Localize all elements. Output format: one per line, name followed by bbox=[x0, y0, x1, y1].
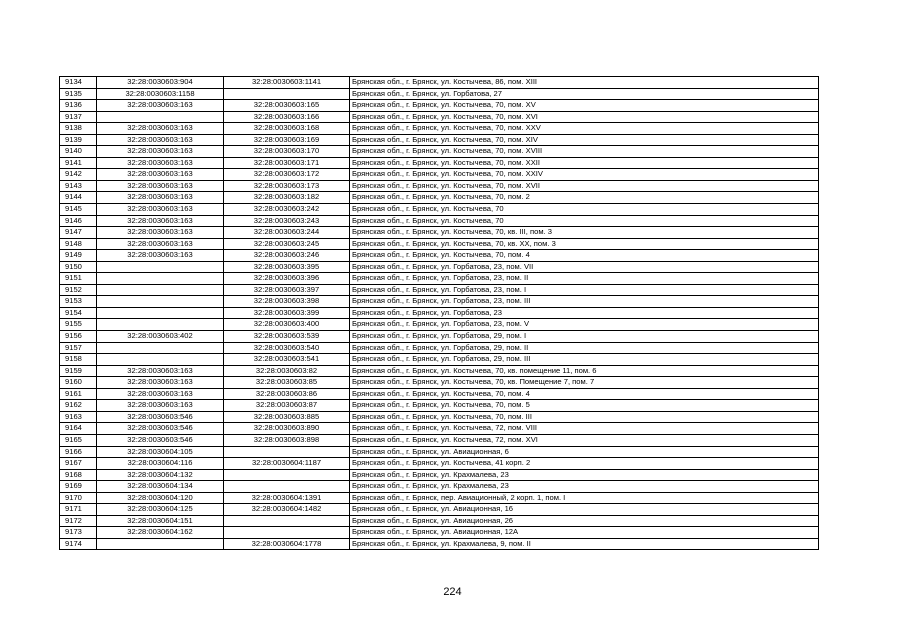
table-row bbox=[60, 250, 819, 262]
address-cell: Брянская обл., г. Брянск, ул. Костычева, 70, пом. XVII bbox=[350, 180, 819, 192]
cadastral-number-cell: 32:28:0030603:242 bbox=[224, 204, 350, 216]
row-number-cell: 9137 bbox=[60, 111, 97, 123]
parent-cadastral-cell: 32:28:0030603:402 bbox=[97, 331, 224, 343]
table-row bbox=[60, 204, 819, 216]
address-cell: Брянская обл., г. Брянск, ул. Горбатова, 23 bbox=[350, 307, 819, 319]
row-number-cell: 9143 bbox=[60, 180, 97, 192]
parent-cadastral-cell: 32:28:0030603:163 bbox=[97, 204, 224, 216]
parent-cadastral-cell: 32:28:0030604:151 bbox=[97, 515, 224, 527]
parent-cadastral-cell: 32:28:0030603:163 bbox=[97, 227, 224, 239]
row-number-cell: 9149 bbox=[60, 250, 97, 262]
table-row bbox=[60, 331, 819, 343]
row-number-cell: 9161 bbox=[60, 388, 97, 400]
address-cell: Брянская обл., г. Брянск, ул. Авиационная, 12А bbox=[350, 527, 819, 539]
parent-cadastral-cell bbox=[97, 284, 224, 296]
parent-cadastral-cell: 32:28:0030603:163 bbox=[97, 169, 224, 181]
parent-cadastral-cell: 32:28:0030603:163 bbox=[97, 123, 224, 135]
address-cell: Брянская обл., г. Брянск, ул. Горбатова, 23, пом. III bbox=[350, 296, 819, 308]
address-cell: Брянская обл., г. Брянск, ул. Костычева, 72, пом. XVI bbox=[350, 434, 819, 446]
address-cell: Брянская обл., г. Брянск, ул. Костычева, 72, пом. VIII bbox=[350, 423, 819, 435]
table-row bbox=[60, 238, 819, 250]
address-cell: Брянская обл., г. Брянск, ул. Горбатова, 29, пом. II bbox=[350, 342, 819, 354]
parent-cadastral-cell bbox=[97, 261, 224, 273]
table-row bbox=[60, 423, 819, 435]
cadastral-number-cell: 32:28:0030603:1141 bbox=[224, 77, 350, 89]
row-number-cell: 9170 bbox=[60, 492, 97, 504]
address-cell: Брянская обл., г. Брянск, ул. Авиационная, 16 bbox=[350, 504, 819, 516]
table-row bbox=[60, 538, 819, 550]
row-number-cell: 9159 bbox=[60, 365, 97, 377]
parent-cadastral-cell: 32:28:0030603:163 bbox=[97, 134, 224, 146]
row-number-cell: 9158 bbox=[60, 354, 97, 366]
table-row bbox=[60, 434, 819, 446]
address-cell: Брянская обл., г. Брянск, ул. Авиационная, 6 bbox=[350, 446, 819, 458]
cadastral-number-cell: 32:28:0030603:539 bbox=[224, 331, 350, 343]
cadastral-number-cell: 32:28:0030604:1482 bbox=[224, 504, 350, 516]
row-number-cell: 9164 bbox=[60, 423, 97, 435]
table-row bbox=[60, 481, 819, 493]
row-number-cell: 9150 bbox=[60, 261, 97, 273]
address-cell: Брянская обл., г. Брянск, ул. Горбатова, 29, пом. III bbox=[350, 354, 819, 366]
parent-cadastral-cell: 32:28:0030603:546 bbox=[97, 411, 224, 423]
address-cell: Брянская обл., г. Брянск, ул. Костычева, 70, кв. III, пом. 3 bbox=[350, 227, 819, 239]
parent-cadastral-cell: 32:28:0030603:163 bbox=[97, 400, 224, 412]
cadastral-number-cell: 32:28:0030603:82 bbox=[224, 365, 350, 377]
parent-cadastral-cell bbox=[97, 342, 224, 354]
row-number-cell: 9136 bbox=[60, 100, 97, 112]
row-number-cell: 9157 bbox=[60, 342, 97, 354]
table-row bbox=[60, 515, 819, 527]
table-row bbox=[60, 354, 819, 366]
cadastral-number-cell bbox=[224, 481, 350, 493]
page-number: 224 bbox=[443, 586, 462, 598]
parent-cadastral-cell: 32:28:0030603:904 bbox=[97, 77, 224, 89]
cadastral-number-cell: 32:28:0030603:890 bbox=[224, 423, 350, 435]
address-cell: Брянская обл., г. Брянск, ул. Костычева, 70, пом. 5 bbox=[350, 400, 819, 412]
cadastral-number-cell: 32:28:0030603:244 bbox=[224, 227, 350, 239]
parent-cadastral-cell: 32:28:0030603:163 bbox=[97, 100, 224, 112]
table-row bbox=[60, 157, 819, 169]
address-cell: Брянская обл., г. Брянск, ул. Крахмалева, 23 bbox=[350, 481, 819, 493]
parent-cadastral-cell bbox=[97, 111, 224, 123]
parent-cadastral-cell: 32:28:0030604:162 bbox=[97, 527, 224, 539]
parent-cadastral-cell: 32:28:0030604:134 bbox=[97, 481, 224, 493]
row-number-cell: 9167 bbox=[60, 458, 97, 470]
cadastral-number-cell: 32:28:0030603:397 bbox=[224, 284, 350, 296]
cadastral-number-cell bbox=[224, 469, 350, 481]
parent-cadastral-cell bbox=[97, 307, 224, 319]
address-cell: Брянская обл., г. Брянск, ул. Костычева, 70, пом. 2 bbox=[350, 192, 819, 204]
cadastral-number-cell: 32:28:0030603:172 bbox=[224, 169, 350, 181]
table-row bbox=[60, 88, 819, 100]
table-row bbox=[60, 273, 819, 285]
parent-cadastral-cell bbox=[97, 354, 224, 366]
table-row bbox=[60, 446, 819, 458]
parent-cadastral-cell: 32:28:0030603:163 bbox=[97, 377, 224, 389]
address-cell: Брянская обл., г. Брянск, ул. Горбатова, 27 bbox=[350, 88, 819, 100]
address-cell: Брянская обл., г. Брянск, ул. Горбатова, 23, пом. V bbox=[350, 319, 819, 331]
cadastral-number-cell: 32:28:0030603:898 bbox=[224, 434, 350, 446]
cadastral-number-cell bbox=[224, 88, 350, 100]
address-cell: Брянская обл., г. Брянск, ул. Костычева, 70, пом. XIV bbox=[350, 134, 819, 146]
row-number-cell: 9154 bbox=[60, 307, 97, 319]
cadastral-number-cell: 32:28:0030603:396 bbox=[224, 273, 350, 285]
address-cell: Брянская обл., г. Брянск, ул. Авиационная, 26 bbox=[350, 515, 819, 527]
table-row bbox=[60, 192, 819, 204]
parent-cadastral-cell: 32:28:0030603:1158 bbox=[97, 88, 224, 100]
table-row bbox=[60, 284, 819, 296]
table-row bbox=[60, 342, 819, 354]
parent-cadastral-cell: 32:28:0030604:125 bbox=[97, 504, 224, 516]
table-row bbox=[60, 411, 819, 423]
address-cell: Брянская обл., г. Брянск, ул. Горбатова, 23, пом. I bbox=[350, 284, 819, 296]
address-cell: Брянская обл., г. Брянск, ул. Костычева, 70, пом. XVIII bbox=[350, 146, 819, 158]
cadastral-number-cell: 32:28:0030603:182 bbox=[224, 192, 350, 204]
table-row bbox=[60, 146, 819, 158]
table-row bbox=[60, 111, 819, 123]
parent-cadastral-cell: 32:28:0030603:163 bbox=[97, 365, 224, 377]
table-row bbox=[60, 400, 819, 412]
table-row bbox=[60, 492, 819, 504]
address-cell: Брянская обл., г. Брянск, ул. Костычева, 70, пом. XXII bbox=[350, 157, 819, 169]
address-cell: Брянская обл., г. Брянск, ул. Крахмалева, 9, пом. II bbox=[350, 538, 819, 550]
address-cell: Брянская обл., г. Брянск, ул. Костычева, 70, пом. XV bbox=[350, 100, 819, 112]
row-number-cell: 9141 bbox=[60, 157, 97, 169]
parent-cadastral-cell bbox=[97, 296, 224, 308]
parent-cadastral-cell: 32:28:0030604:132 bbox=[97, 469, 224, 481]
parent-cadastral-cell bbox=[97, 273, 224, 285]
table-row bbox=[60, 261, 819, 273]
row-number-cell: 9153 bbox=[60, 296, 97, 308]
table-row bbox=[60, 504, 819, 516]
cadastral-number-cell: 32:28:0030603:395 bbox=[224, 261, 350, 273]
row-number-cell: 9171 bbox=[60, 504, 97, 516]
parent-cadastral-cell: 32:28:0030603:163 bbox=[97, 146, 224, 158]
cadastral-number-cell: 32:28:0030603:399 bbox=[224, 307, 350, 319]
row-number-cell: 9169 bbox=[60, 481, 97, 493]
parent-cadastral-cell: 32:28:0030603:546 bbox=[97, 434, 224, 446]
cadastral-number-cell: 32:28:0030603:400 bbox=[224, 319, 350, 331]
registry-table-body bbox=[60, 77, 819, 550]
address-cell: Брянская обл., г. Брянск, ул. Костычева, 41 корп. 2 bbox=[350, 458, 819, 470]
row-number-cell: 9138 bbox=[60, 123, 97, 135]
row-number-cell: 9134 bbox=[60, 77, 97, 89]
cadastral-number-cell: 32:28:0030603:85 bbox=[224, 377, 350, 389]
table-row bbox=[60, 77, 819, 89]
table-row bbox=[60, 388, 819, 400]
table-row bbox=[60, 469, 819, 481]
row-number-cell: 9172 bbox=[60, 515, 97, 527]
cadastral-number-cell: 32:28:0030603:86 bbox=[224, 388, 350, 400]
row-number-cell: 9140 bbox=[60, 146, 97, 158]
parent-cadastral-cell: 32:28:0030603:163 bbox=[97, 192, 224, 204]
cadastral-number-cell: 32:28:0030603:541 bbox=[224, 354, 350, 366]
cadastral-number-cell: 32:28:0030603:169 bbox=[224, 134, 350, 146]
table-row bbox=[60, 319, 819, 331]
table-row bbox=[60, 227, 819, 239]
parent-cadastral-cell: 32:28:0030603:163 bbox=[97, 388, 224, 400]
parent-cadastral-cell: 32:28:0030603:546 bbox=[97, 423, 224, 435]
cadastral-number-cell: 32:28:0030603:540 bbox=[224, 342, 350, 354]
cadastral-number-cell bbox=[224, 527, 350, 539]
table-row bbox=[60, 377, 819, 389]
row-number-cell: 9160 bbox=[60, 377, 97, 389]
row-number-cell: 9147 bbox=[60, 227, 97, 239]
cadastral-number-cell: 32:28:0030604:1187 bbox=[224, 458, 350, 470]
address-cell: Брянская обл., г. Брянск, ул. Горбатова, 23, пом. II bbox=[350, 273, 819, 285]
row-number-cell: 9162 bbox=[60, 400, 97, 412]
address-cell: Брянская обл., г. Брянск, ул. Костычева, 70, кв. Помещение 7, пом. 7 bbox=[350, 377, 819, 389]
parent-cadastral-cell: 32:28:0030603:163 bbox=[97, 238, 224, 250]
cadastral-number-cell: 32:28:0030603:87 bbox=[224, 400, 350, 412]
cadastral-number-cell: 32:28:0030604:1391 bbox=[224, 492, 350, 504]
cadastral-number-cell: 32:28:0030603:885 bbox=[224, 411, 350, 423]
address-cell: Брянская обл., г. Брянск, ул. Костычева, 70 bbox=[350, 204, 819, 216]
table-row bbox=[60, 365, 819, 377]
address-cell: Брянская обл., г. Брянск, ул. Костычева, 70, пом. XXIV bbox=[350, 169, 819, 181]
cadastral-number-cell: 32:28:0030603:168 bbox=[224, 123, 350, 135]
parent-cadastral-cell: 32:28:0030604:105 bbox=[97, 446, 224, 458]
table-row bbox=[60, 458, 819, 470]
row-number-cell: 9146 bbox=[60, 215, 97, 227]
row-number-cell: 9165 bbox=[60, 434, 97, 446]
row-number-cell: 9173 bbox=[60, 527, 97, 539]
address-cell: Брянская обл., г. Брянск, ул. Костычева, 70, пом. XVI bbox=[350, 111, 819, 123]
table-row bbox=[60, 307, 819, 319]
cadastral-number-cell: 32:28:0030604:1778 bbox=[224, 538, 350, 550]
row-number-cell: 9155 bbox=[60, 319, 97, 331]
address-cell: Брянская обл., г. Брянск, пер. Авиационный, 2 корп. 1, пом. I bbox=[350, 492, 819, 504]
address-cell: Брянская обл., г. Брянск, ул. Костычева, 70, пом. III bbox=[350, 411, 819, 423]
row-number-cell: 9139 bbox=[60, 134, 97, 146]
table-row bbox=[60, 134, 819, 146]
cadastral-number-cell: 32:28:0030603:173 bbox=[224, 180, 350, 192]
parent-cadastral-cell: 32:28:0030603:163 bbox=[97, 250, 224, 262]
row-number-cell: 9163 bbox=[60, 411, 97, 423]
parent-cadastral-cell: 32:28:0030603:163 bbox=[97, 215, 224, 227]
parent-cadastral-cell: 32:28:0030604:120 bbox=[97, 492, 224, 504]
cadastral-number-cell: 32:28:0030603:243 bbox=[224, 215, 350, 227]
row-number-cell: 9166 bbox=[60, 446, 97, 458]
row-number-cell: 9144 bbox=[60, 192, 97, 204]
row-number-cell: 9168 bbox=[60, 469, 97, 481]
table-row bbox=[60, 169, 819, 181]
address-cell: Брянская обл., г. Брянск, ул. Костычева, 70, кв. помещение 11, пом. 6 bbox=[350, 365, 819, 377]
row-number-cell: 9156 bbox=[60, 331, 97, 343]
parent-cadastral-cell bbox=[97, 319, 224, 331]
table-row bbox=[60, 123, 819, 135]
address-cell: Брянская обл., г. Брянск, ул. Горбатова, 29, пом. I bbox=[350, 331, 819, 343]
table-row bbox=[60, 215, 819, 227]
cadastral-number-cell: 32:28:0030603:246 bbox=[224, 250, 350, 262]
address-cell: Брянская обл., г. Брянск, ул. Костычева, 70, пом. XXV bbox=[350, 123, 819, 135]
row-number-cell: 9142 bbox=[60, 169, 97, 181]
address-cell: Брянская обл., г. Брянск, ул. Костычева, 70, пом. 4 bbox=[350, 250, 819, 262]
parent-cadastral-cell: 32:28:0030603:163 bbox=[97, 180, 224, 192]
address-cell: Брянская обл., г. Брянск, ул. Костычева, 70, кв. XX, пом. 3 bbox=[350, 238, 819, 250]
address-cell: Брянская обл., г. Брянск, ул. Горбатова, 23, пом. VII bbox=[350, 261, 819, 273]
parent-cadastral-cell: 32:28:0030604:116 bbox=[97, 458, 224, 470]
cadastral-number-cell: 32:28:0030603:398 bbox=[224, 296, 350, 308]
address-cell: Брянская обл., г. Брянск, ул. Костычева, 86, пом. XIII bbox=[350, 77, 819, 89]
row-number-cell: 9152 bbox=[60, 284, 97, 296]
parent-cadastral-cell bbox=[97, 538, 224, 550]
table-row bbox=[60, 296, 819, 308]
cadastral-number-cell bbox=[224, 446, 350, 458]
row-number-cell: 9145 bbox=[60, 204, 97, 216]
table-row bbox=[60, 100, 819, 112]
cadastral-number-cell: 32:28:0030603:245 bbox=[224, 238, 350, 250]
address-cell: Брянская обл., г. Брянск, ул. Костычева, 70, пом. 4 bbox=[350, 388, 819, 400]
table-row bbox=[60, 180, 819, 192]
row-number-cell: 9135 bbox=[60, 88, 97, 100]
row-number-cell: 9148 bbox=[60, 238, 97, 250]
cadastral-number-cell: 32:28:0030603:171 bbox=[224, 157, 350, 169]
cadastral-number-cell: 32:28:0030603:165 bbox=[224, 100, 350, 112]
address-cell: Брянская обл., г. Брянск, ул. Крахмалева, 23 bbox=[350, 469, 819, 481]
registry-table bbox=[59, 76, 819, 550]
address-cell: Брянская обл., г. Брянск, ул. Костычева, 70 bbox=[350, 215, 819, 227]
table-row bbox=[60, 527, 819, 539]
row-number-cell: 9151 bbox=[60, 273, 97, 285]
parent-cadastral-cell: 32:28:0030603:163 bbox=[97, 157, 224, 169]
cadastral-number-cell: 32:28:0030603:166 bbox=[224, 111, 350, 123]
row-number-cell: 9174 bbox=[60, 538, 97, 550]
cadastral-number-cell: 32:28:0030603:170 bbox=[224, 146, 350, 158]
cadastral-number-cell bbox=[224, 515, 350, 527]
